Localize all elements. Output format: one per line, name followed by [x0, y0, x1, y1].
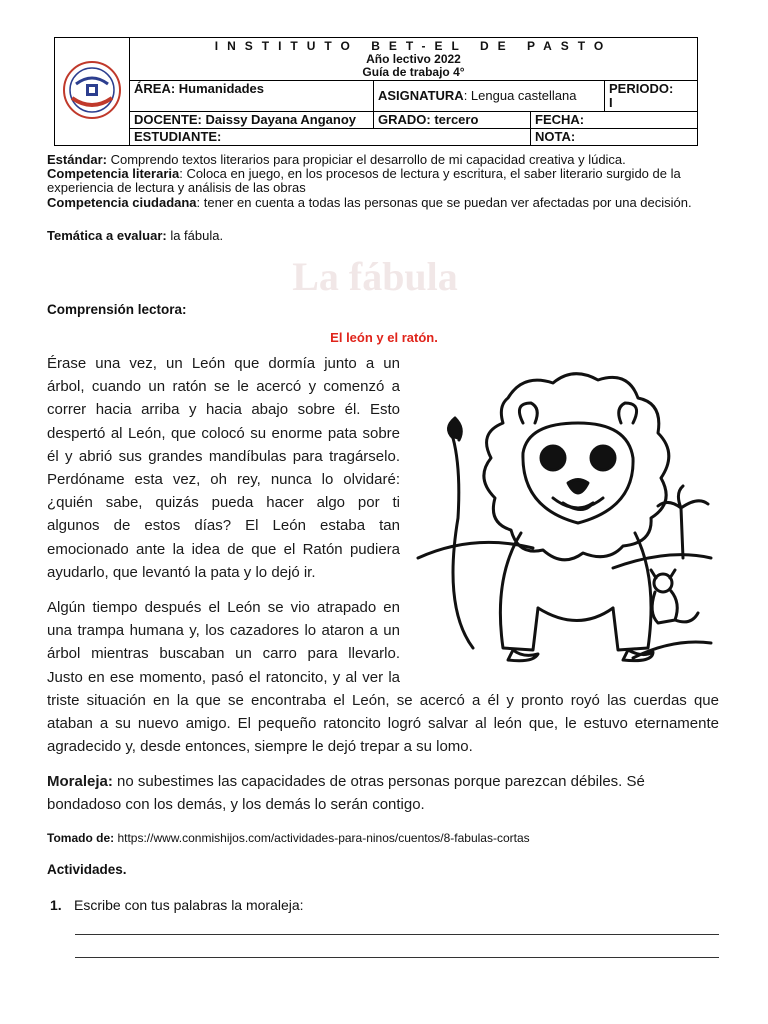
subject-value: : Lengua castellana: [463, 88, 577, 103]
moral-line-2: [47, 793, 719, 816]
story-line: ayudarlo, que levantó la pata y lo dejó ir.: [47, 563, 316, 581]
note-cell: [531, 129, 698, 146]
story-line: ¿quién sabe, quizás pueda hacer algo por ti: [47, 494, 400, 512]
standard-line: [47, 153, 707, 167]
story-line: despertó al León, que colocó su enorme pata sobre: [47, 424, 400, 442]
story-line: emocionado ante la idea de que el Ratón pudiera: [47, 540, 400, 558]
grade-label: GRADO: tercero: [378, 112, 479, 127]
theme-line: [47, 229, 707, 243]
story-paragraph-1: [47, 352, 400, 584]
story-line: Justo en ese momento, pasó el ratoncito, y al ver la: [47, 668, 400, 686]
story-line: algunos de estos días? El León estaba tan: [47, 517, 400, 535]
school-year: Año lectivo 2022: [366, 52, 461, 66]
header-table: [54, 37, 698, 146]
area-cell: [130, 81, 374, 112]
moral-label: Moraleja:: [47, 773, 113, 790]
answer-line-1[interactable]: [75, 934, 719, 935]
theme-text: la fábula.: [166, 228, 224, 243]
activity-1-number: 1.: [50, 897, 62, 913]
subject-label: ASIGNATURA: [378, 88, 464, 103]
answer-line-2[interactable]: [75, 957, 719, 958]
story-line: Perdóname esta vez, oh rey, nunca lo olvidaré:: [47, 471, 400, 489]
school-logo-cell: [55, 38, 130, 146]
moral-text-1: no subestimes las capacidades de otras personas porque parezcan débiles. Sé: [112, 773, 645, 790]
civic-competence: [47, 196, 707, 210]
lion-mouse-illustration: [413, 358, 713, 673]
theme-label: Temática a evaluar:: [47, 228, 167, 243]
story-paragraph-2-narrow: [47, 596, 400, 689]
activities-title: Actividades.: [47, 862, 127, 877]
grade-cell: [374, 112, 531, 129]
note-label: NOTA:: [535, 129, 576, 144]
story-line: árbol, cuando un ratón se le acercó y comenzó a: [47, 378, 400, 396]
guide-number: Guía de trabajo 4°: [362, 65, 465, 79]
source-line: [47, 831, 707, 845]
source-label: Tomado de:: [47, 831, 115, 845]
standard-text: Comprendo textos literarios para propiciar el desarrollo de mi capacidad creativa y lúdica.: [106, 152, 626, 167]
story-line: correr hacia arriba y hacia abajo sobre él. Esto: [47, 401, 400, 419]
story-line: árbol mientras buscaban un carro para llevarlo.: [47, 645, 400, 663]
story-line: una trampa humana y, los cazadores lo ataron a un: [47, 622, 400, 640]
teacher-label: DOCENTE: Daissy Dayana Anganoy: [134, 112, 357, 127]
story-line: ataban a su nuevo amigo. El pequeño ratoncito logró salvar al león que, le estuvo eternamente: [47, 715, 719, 733]
literary-text: : Coloca en juego, en los procesos de lectura y escritura, el saber literario surgido de la experiencia de lectura y análisis de las obras: [47, 166, 681, 195]
story-line: Érase una vez, un León que dormía junto a un: [47, 355, 400, 372]
moral-text-2: bondadoso con los demás, y los demás lo serán contigo.: [47, 796, 425, 813]
subject-cell: [374, 81, 605, 112]
source-url[interactable]: https://www.conmishijos.com/actividades-para-ninos/cuentos/8-fabulas-cortas: [114, 831, 530, 845]
literary-competence: [47, 167, 707, 195]
teacher-cell: [130, 112, 374, 129]
literary-label: Competencia literaria: [47, 166, 180, 181]
story-title: El león y el ratón.: [330, 330, 438, 345]
school-logo-icon: [62, 60, 122, 120]
period-cell: [605, 81, 698, 112]
watermark-title: La fábula: [292, 254, 458, 299]
period-label: PERIODO:: [609, 81, 674, 96]
title-block: [130, 38, 698, 81]
area-label: ÁREA: Humanidades: [134, 81, 265, 96]
student-cell: [130, 129, 531, 146]
activity-1-text: Escribe con tus palabras la moraleja:: [74, 897, 304, 913]
story-line: Algún tiempo después el León se vio atrapado en: [47, 599, 400, 616]
moral-line-1: [47, 770, 719, 793]
period-value: I: [609, 95, 613, 110]
student-label: ESTUDIANTE:: [134, 129, 222, 144]
institution-name: INSTITUTO BET-EL DE PASTO: [214, 39, 613, 53]
reading-section-title: Comprensión lectora:: [47, 302, 187, 317]
story-line: él y abrió sus grandes mandíbulas para tragárselo.: [47, 447, 400, 465]
story-line: triste situación en la que se encontraba el León, se acercó a él y pronto royó las cuerdas que: [47, 692, 719, 709]
date-cell: [531, 112, 698, 129]
date-label: FECHA:: [535, 112, 585, 127]
standard-label: Estándar:: [47, 152, 107, 167]
civic-label: Competencia ciudadana: [47, 195, 197, 210]
civic-text: : tener en cuenta a todas las personas que se puedan ver afectadas por una decisión.: [196, 195, 692, 210]
story-paragraph-2-wide: [47, 689, 719, 759]
activity-1: [50, 897, 304, 913]
story-line: agradecido y, desde entonces, siempre le dejó trepar a su lomo.: [47, 738, 473, 756]
